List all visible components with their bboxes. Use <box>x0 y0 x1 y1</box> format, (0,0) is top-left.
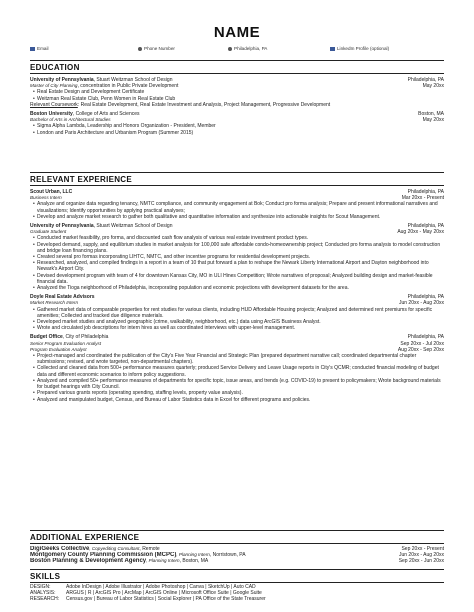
exp-penn-bullet: • Devised development program with team of 4 for downtown Kansas City, MO in ULI Hines Competition; Wrote narratives of proposal; Analyzed building design and market-feasible financial data. <box>30 273 444 285</box>
skills-row-analysis: ANALYSIS: ARGUS | R | ArcGIS Pro | ArcMap | ArcGIS Online | Microsoft Office Suite | Google Suite <box>30 590 262 597</box>
exp-penn-bullet: • Analyzed the Tioga neighborhood of Philadelphia, incorporating population and economic projections with development datasets for the area. <box>30 285 444 291</box>
exp-doyle-bullet: • Wrote and circulated job descriptions for intern hires as well as coordinated interviews with upper-level management. <box>30 325 444 331</box>
edu-bu-degree: Bachelor of Arts in Architectural Studies May 20xx <box>30 117 444 124</box>
exp-doyle-bullet: • Gathered market data of comparable properties for rent studies for various clients, including HUD Affordable Housing projects; Analyzed and determined rent premiums for specific amenities; Collected and tracked due diligence materials. <box>30 307 444 319</box>
additional-item: Montgomery County Planning Commission (MCPC), Planning Intern, Norristown, PA Jun 20xx - Aug 20xx <box>30 552 444 559</box>
skills-row-design: DESIGN: Adobe InDesign | Adobe Illustrator | Adobe Photoshop | Canva | SketchUp | Auto CAD <box>30 584 256 590</box>
exp-budget-bullet: • Collected and cleaned data from 500+ performance measures quarterly; produced Service Delivery and Leave Usage reports in City's QCMR; conducted financial modeling of budget data and different economic scenarios to inform policy suggestions. <box>30 365 444 377</box>
contact-phone[interactable]: Phone Number <box>138 46 175 51</box>
contact-linkedin[interactable]: LinkedIn Profile (optional) <box>330 46 389 51</box>
additional-title: ADDITIONAL EXPERIENCE <box>30 530 444 544</box>
edu-penn-bullet: • Weitzman Real Estate Club, Penn Women in Real Estate Club <box>30 96 444 102</box>
skills-section <box>30 569 444 603</box>
exp-penn-bullet: • Developed demand, supply, and equilibrium studies in market analysis for 100,000 safe affordable condo-homeownership project; Conducted pro forma analysis to model construction and bridge loan financing plans. <box>30 242 444 254</box>
candidate-name: NAME <box>213 24 261 41</box>
exp-penn-bullet: • Conducted market feasibility, pro forma, and discounted cash flow analysis of various real estate investment product types. <box>30 235 444 241</box>
exp-budget-header: Budget Office, City of Philadelphia Philadelphia, PA <box>30 334 444 341</box>
email-icon <box>30 47 35 51</box>
exp-penn-header: University of Pennsylvania, Stuart Weitzman School of Design Philadelphia, PA <box>30 223 444 230</box>
edu-penn-degree: Master of City Planning, concentration in Public Private Development May 20xx <box>30 83 444 90</box>
exp-budget-role-analyst: Program Evaluation Analyst Aug 20xx - Sep 20xx <box>30 346 444 353</box>
exp-budget-bullet: • Analyzed and manipulated budget, Census, and Bureau of Labor Statistics data in Excel for different programs and policies. <box>30 397 444 403</box>
exp-budget-bullet: • Project-managed and coordinated the publication of the City's Five Year Financial and Strategic Plan (prepared department narrative call; coordinated departmental chapter submissions; revised, and wrote targeted, non-departmental chapters). <box>30 353 444 365</box>
education-title: EDUCATION <box>30 60 444 74</box>
exp-scout-bullet: • Analyze and organize data regarding tenancy, NMTC compliance, and community engagement at Bok; Conduct pro forma analysis; Prepare and present informational narratives and visualizations; Identify opportunities by applying practical analyses; <box>30 201 444 213</box>
edu-penn-header: University of Pennsylvania, Stuart Weitzman School of Design Philadelphia, PA <box>30 77 444 83</box>
experience-section <box>30 172 444 403</box>
exp-budget-bullet: • Prepared various grants reports (operating spending, staffing levels, property value analysis). <box>30 390 444 396</box>
skills-title: SKILLS <box>30 569 444 583</box>
contact-bar <box>30 46 444 54</box>
exp-doyle-header: Doyle Real Estate Advisors Philadelphia, PA <box>30 294 444 301</box>
phone-icon <box>138 47 142 51</box>
exp-penn-bullet: • Researched, analyzed, and compiled findings in a report in a team of 10 that put forward a plan to reshape the Newark Liberty International Airport and Dayton neighborhood into Newark's Airport City. <box>30 260 444 272</box>
exp-doyle-bullet: • Developed market studies and analyzed geographic (crime, walkability, neighborhood, etc.) data using ArcGIS Business Analyst. <box>30 319 444 325</box>
additional-item: Boston Planning & Development Agency, Planning Intern, Boston, MA Sep 20xx - Jun 20xx <box>30 558 444 565</box>
exp-penn-bullet: • Created several pro formas incorporating LIHTC, NMTC, and other incentive programs for residential development projects. <box>30 254 444 260</box>
edu-bu-bullet: • London and Paris Architecture and Urbanism Program (Summer 2015) <box>30 130 444 136</box>
exp-scout-header: Scout Urban, LLC Philadelphia, PA <box>30 189 444 195</box>
exp-scout-role: Business Intern Mar 20xx - Present <box>30 195 444 202</box>
linkedin-icon <box>330 47 335 51</box>
education-section <box>30 60 444 136</box>
contact-email[interactable]: Email <box>30 46 49 51</box>
edu-bu-header: Boston University, College of Arts and Sciences Boston, MA <box>30 111 444 118</box>
additional-section <box>30 530 444 565</box>
location-pin-icon <box>228 47 232 51</box>
exp-budget-role-senior: Senior Program Evaluation Analyst Sep 20xx - Jul 20xx <box>30 340 444 347</box>
skills-row-research: RESEARCH: Census.gov | Bureau of Labor Statistics | Social Explorer | PA Office of the State Treasurer <box>30 596 266 603</box>
experience-title: RELEVANT EXPERIENCE <box>30 172 444 186</box>
edu-penn-bullet: • Real Estate Design and Development Certificate <box>30 89 444 95</box>
additional-item: DigiGeeks Collective, Copyediting Consultant, Remote Sep 20xx - Present <box>30 546 444 552</box>
edu-bu-bullet: • Sigma Alpha Lambda, Leadership and Honors Organization - President, Member <box>30 123 444 129</box>
edu-penn-coursework: Relevant Coursework: Real Estate Development, Real Estate Investment and Analysis, Project Management, Progressive Development <box>30 101 331 108</box>
contact-location: Philadelphia, PA <box>228 46 267 51</box>
exp-penn-role: Graduate Student Aug 20xx - May 20xx <box>30 229 444 236</box>
exp-doyle-role: Market Research Intern Jun 20xx - Aug 20xx <box>30 300 444 307</box>
exp-budget-bullet: • Analyzed and compiled 50+ performance measures of departments for specific topic, issue areas, and trends (e.g. COVID-19) to present to policymakers; Wrote background materials for budget hearings with City Council. <box>30 378 444 390</box>
exp-scout-bullet: • Develop and analyze market research to gather both qualitative and quantitative information and synthesize into actionable insights for Scout Management. <box>30 214 444 220</box>
